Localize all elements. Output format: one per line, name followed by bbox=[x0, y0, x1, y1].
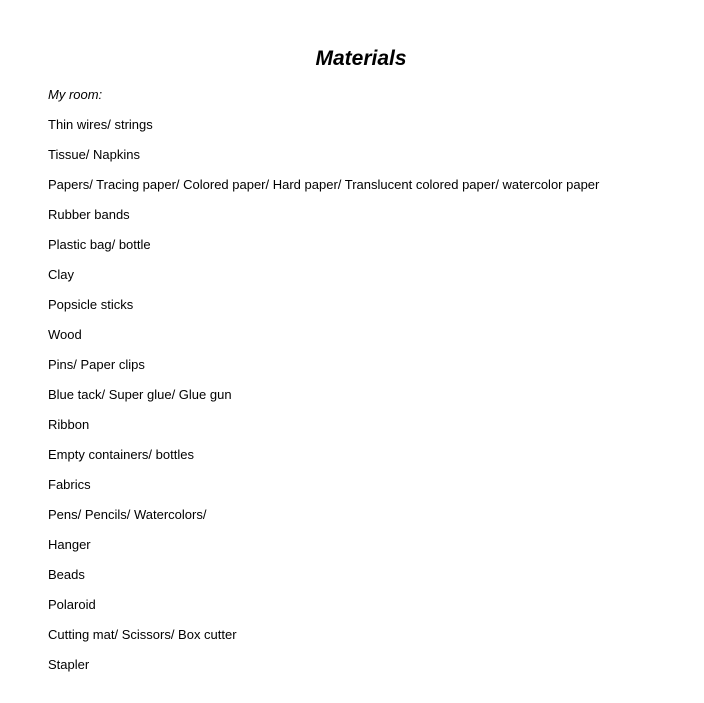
list-item: Pins/ Paper clips bbox=[48, 357, 145, 372]
list-item: Tissue/ Napkins bbox=[48, 147, 140, 162]
list-item: Wood bbox=[48, 327, 82, 342]
list-item: Polaroid bbox=[48, 597, 96, 612]
list-item: Fabrics bbox=[48, 477, 91, 492]
list-item: Blue tack/ Super glue/ Glue gun bbox=[48, 387, 232, 402]
list-item: Cutting mat/ Scissors/ Box cutter bbox=[48, 627, 237, 642]
list-item: Pens/ Pencils/ Watercolors/ bbox=[48, 507, 207, 522]
list-item: Hanger bbox=[48, 537, 91, 552]
list-item: Papers/ Tracing paper/ Colored paper/ Hard paper/ Translucent colored paper/ watercolor paper bbox=[48, 177, 600, 192]
list-item: Thin wires/ strings bbox=[48, 117, 153, 132]
list-item: Beads bbox=[48, 567, 85, 582]
list-item: Stapler bbox=[48, 657, 90, 672]
list-item: Plastic bag/ bottle bbox=[48, 237, 151, 252]
list-item: Clay bbox=[48, 267, 75, 282]
list-item: Rubber bands bbox=[48, 207, 130, 222]
list-item: Ribbon bbox=[48, 417, 90, 432]
document-title: Materials bbox=[315, 47, 407, 70]
list-item: Popsicle sticks bbox=[48, 297, 134, 312]
materials-list bbox=[48, 116, 599, 686]
list-item: Empty containers/ bottles bbox=[48, 447, 194, 462]
section-subheading: My room: bbox=[48, 87, 103, 102]
